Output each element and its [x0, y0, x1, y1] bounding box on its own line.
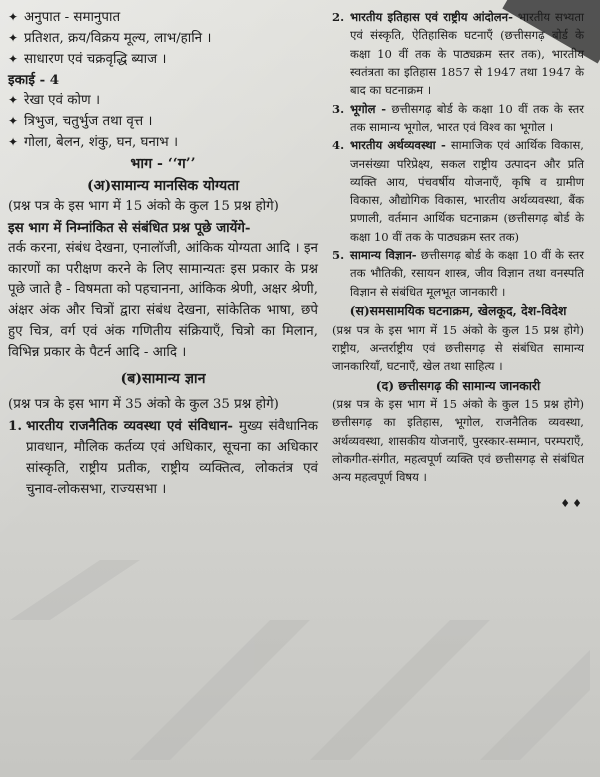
bullet-text: प्रतिशत, क्रय/विक्रय मूल्य, लाभ/हानि । [24, 30, 212, 46]
bullet-text: त्रिभुज, चतुर्भुज तथा वृत्त । [24, 113, 153, 129]
section-c-text: (प्रश्न पत्र के इस भाग में 15 अंको के कुल 15 प्रश्न होगे) राष्ट्रीय, अन्तर्राष्ट्रीय एवं छत्तीसगढ़ से संबंधित सामान्य जानकारियाँ, घटनाएँ, खेल तथा साहित्य । [332, 322, 584, 374]
item-text: सामाजिक एवं आर्थिक विकास, जनसंख्या परिप्रेक्ष्य, सकल राष्ट्रीय उत्पादन और प्रति व्यक्ति आय, पंचवर्षीय योजनाएँ, कृषि व ग्रामीण विकास, औद्योगिक विकास, भारतीय अर्थव्यवस्था, बैंक प्रणाली, वर्तमान आर्थिक घटनाक्रम (छत्तीसगढ़ बोर्ड के कक्षा 10 वीं तक के पाठ्यक्रम स्तर तक) [350, 138, 584, 244]
item-number: 5. [332, 248, 345, 263]
list-item [332, 100, 584, 137]
end-mark: ♦♦ [560, 496, 584, 510]
bullet-icon: ✦ [8, 51, 19, 66]
bullet-text: साधारण एवं चक्रवृद्धि ब्याज । [24, 51, 167, 67]
bullet-icon: ✦ [8, 30, 19, 45]
list-item [332, 136, 584, 246]
item-text: भारतीय सभ्यता एवं संस्कृति, ऐतिहासिक घटनाएँ (छत्तीसगढ़ बोर्ड के कक्षा 10 वीं तक के पाठ्यक्रम स्तर तक), भारतीय स्वतंत्रता का इतिहास 1857 से 1947 तथा 1947 के बाद का घटनाक्रम । [350, 10, 584, 98]
item-number: 3. [332, 101, 345, 116]
bullet-icon: ✦ [8, 113, 19, 128]
section-a-heading: (अ)सामान्य मानसिक योग्यता [86, 178, 240, 195]
item-title: भारतीय अर्थव्यवस्था - [350, 138, 446, 153]
section-a-lead: इस भाग में निम्नांकित से संबंधित प्रश्न पूछे जायेंगे- [8, 220, 251, 237]
item-number: 2. [332, 10, 345, 24]
bullet-list-bottom [8, 91, 318, 153]
item-number: 4. [332, 138, 345, 153]
section-d-text: (प्रश्न पत्र के इस भाग में 15 अंको के कुल 15 प्रश्न होगे) छत्तीसगढ़ का इतिहास, भूगोल, राजनैतिक व्यवस्था, अर्थव्यवस्था, शासकीय योजनाएँ, पुरस्कार-सम्मान, परम्पराएँ, लोकगीत-संगीत, महत्वपूर्ण व्यक्ति एवं छत्तीसगढ़ से संबंधित अन्य महत्वपूर्ण विषय । [332, 397, 584, 485]
bullet-item [8, 29, 318, 50]
section-b-heading: (ब)सामान्य ज्ञान [120, 371, 206, 388]
section-c-heading: (स)समसामयिक घटनाक्रम, खेलकूद, देश-विदेश [349, 303, 567, 318]
section-b-note: (प्रश्न पत्र के इस भाग में 35 अंको के कुल 35 प्रश्न होगे) [8, 397, 279, 413]
left-column [8, 8, 318, 500]
bullet-item [8, 50, 318, 71]
bullet-item [8, 91, 318, 112]
bullet-icon: ✦ [8, 134, 19, 149]
unit-heading: इकाई - 4 [8, 72, 60, 89]
list-item [8, 416, 318, 500]
section-d-heading: (द) छत्तीसगढ़ की सामान्य जानकारी [375, 377, 541, 393]
watermark-stripes [10, 560, 590, 760]
item-title: भारतीय राजनैतिक व्यवस्था एवं संविधान- [26, 418, 233, 435]
bullet-text: अनुपात - समानुपात [24, 10, 121, 25]
item-title: भारतीय इतिहास एवं राष्ट्रीय आंदोलन- [350, 10, 513, 24]
part-heading: भाग - ‘‘ग’’ [130, 156, 196, 173]
item-text: छत्तीसगढ़ बोर्ड के कक्षा 10 वीं के स्तर तक भौतिकी, रसायन शास्त्र, जीव विज्ञान तथा वनस्पति विज्ञान से संबंधित मूलभूत जानकारी । [350, 248, 585, 299]
bullet-text: रेखा एवं कोण । [24, 93, 101, 109]
bullet-item [8, 112, 318, 133]
bullet-icon: ✦ [8, 10, 19, 24]
list-item [332, 246, 584, 301]
list-item [332, 8, 584, 100]
section-a-note: (प्रश्न पत्र के इस भाग में 15 अंको के कुल 15 प्रश्न होगे) [8, 199, 279, 215]
section-a-text: तर्क करना, संबंध देखना, एनालॉजी, आंकिक योग्यता आदि । इन कारणों का परीक्षण करने के लिए सामान्यतः इस प्रकार के प्रश्न पूछे जाते है - विषमता को पहचानना, आंकिक श्रेणी, अक्षर श्रेणी, अंक्षर अंक और चित्रों द्वारा संबंध देखना, सांकेतिक भाषा, छपे हुए चित्र, वर्ग एवं अंक गणितीय संक्रियाएँ, चित्रो का मिलान, विभिन्न प्रकार के पैटर्न आदि - आदि । [8, 240, 318, 360]
bullet-item [8, 133, 318, 154]
item-number: 1. [8, 418, 22, 435]
right-column [332, 8, 584, 512]
bullet-text: गोला, बेलन, शंकु, घन, घनाभ । [24, 134, 179, 150]
bullet-icon: ✦ [8, 93, 19, 108]
bullet-list-top [8, 8, 318, 70]
item-title: भूगोल - [350, 101, 387, 116]
item-text: मुख्य संवैधानिक प्रावधान, मौलिक कर्तव्य एवं अधिकार, सूचना का अधिकार सांस्कृति, राष्ट्रीय प्रतीक, राष्ट्रीय व्यक्तित्व, लोकतंत्र एवं चुनाव-लोकसभा, राज्यसभा । [26, 419, 318, 497]
item-text: छत्तीसगढ़ बोर्ड के कक्षा 10 वीं तक के स्तर तक सामान्य भूगोल, भारत एवं विश्व का भूगोल । [350, 101, 585, 134]
numbered-list [332, 8, 584, 301]
item-title: सामान्य विज्ञान- [350, 248, 417, 263]
bullet-item [8, 8, 318, 29]
